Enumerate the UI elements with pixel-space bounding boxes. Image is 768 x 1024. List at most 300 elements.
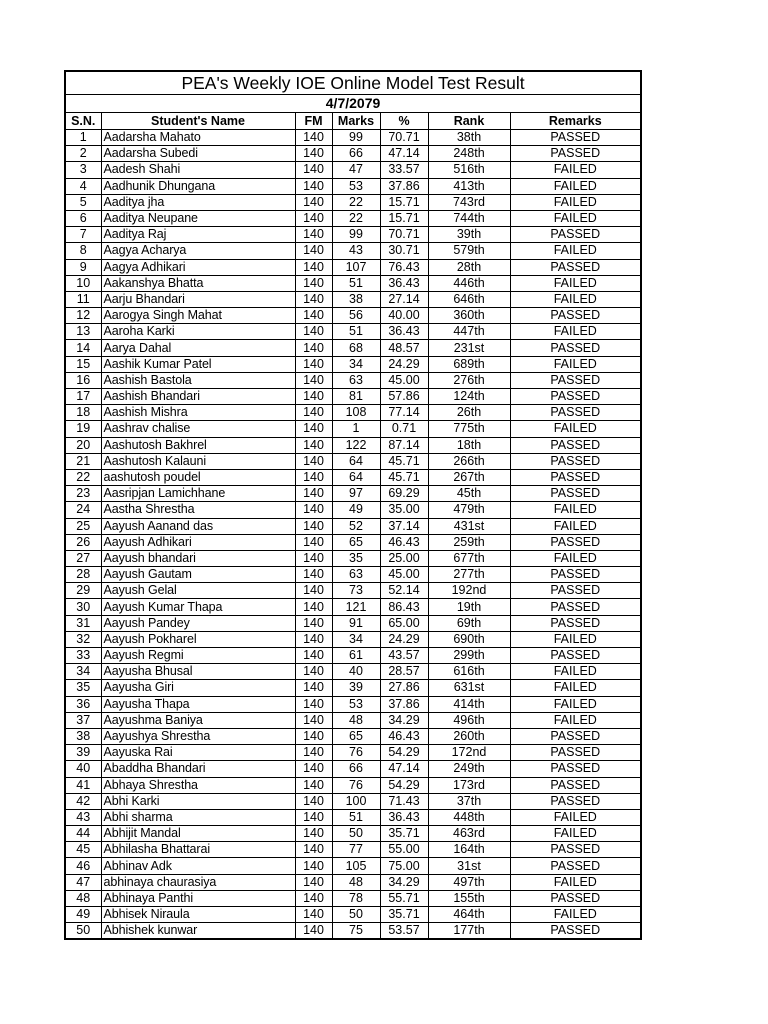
student-name-cell: Aaditya jha xyxy=(101,194,295,210)
remarks-cell: PASSED xyxy=(510,437,641,453)
marks-cell: 51 xyxy=(332,275,380,291)
remarks-cell: PASSED xyxy=(510,842,641,858)
full-marks-cell: 140 xyxy=(295,308,332,324)
remarks-cell: PASSED xyxy=(510,745,641,761)
table-row xyxy=(65,858,641,874)
full-marks-cell: 140 xyxy=(295,324,332,340)
full-marks-cell: 140 xyxy=(295,809,332,825)
marks-cell: 49 xyxy=(332,502,380,518)
rank-cell: 31st xyxy=(428,858,510,874)
student-name-cell: Aayusha Giri xyxy=(101,680,295,696)
percentage-cell: 0.71 xyxy=(380,421,428,437)
page-title: PEA's Weekly IOE Online Model Test Result xyxy=(65,71,641,95)
full-marks-cell: 140 xyxy=(295,907,332,923)
remarks-cell: PASSED xyxy=(510,308,641,324)
percentage-cell: 76.43 xyxy=(380,259,428,275)
student-name-cell: Aaditya Neupane xyxy=(101,210,295,226)
rank-cell: 414th xyxy=(428,696,510,712)
rank-cell: 26th xyxy=(428,405,510,421)
table-row xyxy=(65,421,641,437)
rank-cell: 631st xyxy=(428,680,510,696)
full-marks-cell: 140 xyxy=(295,534,332,550)
percentage-cell: 54.29 xyxy=(380,745,428,761)
percentage-cell: 24.29 xyxy=(380,631,428,647)
student-name-cell: Aadesh Shahi xyxy=(101,162,295,178)
full-marks-cell: 140 xyxy=(295,162,332,178)
percentage-cell: 35.71 xyxy=(380,907,428,923)
remarks-cell: PASSED xyxy=(510,583,641,599)
remarks-cell: FAILED xyxy=(510,631,641,647)
table-row xyxy=(65,648,641,664)
full-marks-cell: 140 xyxy=(295,356,332,372)
marks-cell: 64 xyxy=(332,453,380,469)
rank-cell: 124th xyxy=(428,389,510,405)
student-name-cell: Aastha Shrestha xyxy=(101,502,295,518)
percentage-cell: 35.00 xyxy=(380,502,428,518)
full-marks-cell: 140 xyxy=(295,826,332,842)
results-table xyxy=(64,70,642,940)
serial-number-cell: 2 xyxy=(65,146,101,162)
marks-cell: 75 xyxy=(332,923,380,940)
percentage-cell: 87.14 xyxy=(380,437,428,453)
full-marks-cell: 140 xyxy=(295,599,332,615)
student-name-cell: Aashutosh Kalauni xyxy=(101,453,295,469)
full-marks-cell: 140 xyxy=(295,583,332,599)
column-header-remarks: Remarks xyxy=(510,113,641,130)
serial-number-cell: 7 xyxy=(65,227,101,243)
remarks-cell: PASSED xyxy=(510,259,641,275)
remarks-cell: PASSED xyxy=(510,777,641,793)
rank-cell: 267th xyxy=(428,469,510,485)
marks-cell: 53 xyxy=(332,178,380,194)
serial-number-cell: 33 xyxy=(65,648,101,664)
serial-number-cell: 32 xyxy=(65,631,101,647)
marks-cell: 97 xyxy=(332,486,380,502)
full-marks-cell: 140 xyxy=(295,923,332,940)
remarks-cell: FAILED xyxy=(510,518,641,534)
full-marks-cell: 140 xyxy=(295,340,332,356)
rank-cell: 497th xyxy=(428,874,510,890)
serial-number-cell: 15 xyxy=(65,356,101,372)
remarks-cell: FAILED xyxy=(510,421,641,437)
full-marks-cell: 140 xyxy=(295,550,332,566)
serial-number-cell: 19 xyxy=(65,421,101,437)
percentage-cell: 43.57 xyxy=(380,648,428,664)
remarks-cell: PASSED xyxy=(510,534,641,550)
percentage-cell: 47.14 xyxy=(380,146,428,162)
remarks-cell: PASSED xyxy=(510,728,641,744)
full-marks-cell: 140 xyxy=(295,712,332,728)
marks-cell: 51 xyxy=(332,324,380,340)
percentage-cell: 33.57 xyxy=(380,162,428,178)
serial-number-cell: 44 xyxy=(65,826,101,842)
student-name-cell: Aayusha Bhusal xyxy=(101,664,295,680)
serial-number-cell: 23 xyxy=(65,486,101,502)
rank-cell: 448th xyxy=(428,809,510,825)
rank-cell: 276th xyxy=(428,372,510,388)
percentage-cell: 30.71 xyxy=(380,243,428,259)
serial-number-cell: 43 xyxy=(65,809,101,825)
student-name-cell: Aaroha Karki xyxy=(101,324,295,340)
rank-cell: 689th xyxy=(428,356,510,372)
percentage-cell: 37.14 xyxy=(380,518,428,534)
student-name-cell: Abhi Karki xyxy=(101,793,295,809)
percentage-cell: 36.43 xyxy=(380,275,428,291)
rank-cell: 690th xyxy=(428,631,510,647)
column-header-rank: Rank xyxy=(428,113,510,130)
rank-cell: 38th xyxy=(428,130,510,146)
remarks-cell: PASSED xyxy=(510,372,641,388)
rank-cell: 69th xyxy=(428,615,510,631)
remarks-cell: PASSED xyxy=(510,567,641,583)
student-name-cell: Aayush bhandari xyxy=(101,550,295,566)
percentage-cell: 46.43 xyxy=(380,534,428,550)
serial-number-cell: 29 xyxy=(65,583,101,599)
percentage-cell: 28.57 xyxy=(380,664,428,680)
remarks-cell: FAILED xyxy=(510,243,641,259)
serial-number-cell: 20 xyxy=(65,437,101,453)
table-row xyxy=(65,340,641,356)
table-row xyxy=(65,615,641,631)
rank-cell: 177th xyxy=(428,923,510,940)
student-name-cell: Aayusha Thapa xyxy=(101,696,295,712)
remarks-cell: FAILED xyxy=(510,291,641,307)
serial-number-cell: 46 xyxy=(65,858,101,874)
remarks-cell: PASSED xyxy=(510,599,641,615)
test-date: 4/7/2079 xyxy=(65,95,641,113)
full-marks-cell: 140 xyxy=(295,518,332,534)
result-sheet xyxy=(64,70,640,940)
serial-number-cell: 35 xyxy=(65,680,101,696)
rank-cell: 446th xyxy=(428,275,510,291)
full-marks-cell: 140 xyxy=(295,777,332,793)
column-header-fm: FM xyxy=(295,113,332,130)
student-name-cell: Aashik Kumar Patel xyxy=(101,356,295,372)
serial-number-cell: 9 xyxy=(65,259,101,275)
rank-cell: 464th xyxy=(428,907,510,923)
table-row xyxy=(65,583,641,599)
marks-cell: 56 xyxy=(332,308,380,324)
remarks-cell: FAILED xyxy=(510,664,641,680)
percentage-cell: 48.57 xyxy=(380,340,428,356)
remarks-cell: FAILED xyxy=(510,194,641,210)
full-marks-cell: 140 xyxy=(295,728,332,744)
serial-number-cell: 45 xyxy=(65,842,101,858)
table-row xyxy=(65,518,641,534)
table-row xyxy=(65,405,641,421)
remarks-cell: FAILED xyxy=(510,162,641,178)
serial-number-cell: 34 xyxy=(65,664,101,680)
percentage-cell: 75.00 xyxy=(380,858,428,874)
percentage-cell: 34.29 xyxy=(380,874,428,890)
marks-cell: 99 xyxy=(332,227,380,243)
table-row xyxy=(65,567,641,583)
rank-cell: 775th xyxy=(428,421,510,437)
marks-cell: 43 xyxy=(332,243,380,259)
marks-cell: 53 xyxy=(332,696,380,712)
serial-number-cell: 1 xyxy=(65,130,101,146)
percentage-cell: 45.71 xyxy=(380,453,428,469)
rank-cell: 360th xyxy=(428,308,510,324)
table-row xyxy=(65,680,641,696)
serial-number-cell: 31 xyxy=(65,615,101,631)
remarks-cell: FAILED xyxy=(510,178,641,194)
full-marks-cell: 140 xyxy=(295,664,332,680)
table-row xyxy=(65,259,641,275)
column-header-marks: Marks xyxy=(332,113,380,130)
student-name-cell: Aashrav chalise xyxy=(101,421,295,437)
serial-number-cell: 41 xyxy=(65,777,101,793)
rank-cell: 677th xyxy=(428,550,510,566)
table-row xyxy=(65,146,641,162)
student-name-cell: Aashish Mishra xyxy=(101,405,295,421)
table-row xyxy=(65,809,641,825)
table-row xyxy=(65,793,641,809)
rank-cell: 231st xyxy=(428,340,510,356)
marks-cell: 99 xyxy=(332,130,380,146)
percentage-cell: 65.00 xyxy=(380,615,428,631)
serial-number-cell: 18 xyxy=(65,405,101,421)
percentage-cell: 25.00 xyxy=(380,550,428,566)
student-name-cell: Abaddha Bhandari xyxy=(101,761,295,777)
remarks-cell: PASSED xyxy=(510,340,641,356)
rank-cell: 19th xyxy=(428,599,510,615)
full-marks-cell: 140 xyxy=(295,291,332,307)
student-name-cell: Aayush Kumar Thapa xyxy=(101,599,295,615)
full-marks-cell: 140 xyxy=(295,858,332,874)
student-name-cell: Abhishek kunwar xyxy=(101,923,295,940)
student-name-cell: Aasripjan Lamichhane xyxy=(101,486,295,502)
column-header-percent: % xyxy=(380,113,428,130)
rank-cell: 172nd xyxy=(428,745,510,761)
rank-cell: 516th xyxy=(428,162,510,178)
full-marks-cell: 140 xyxy=(295,615,332,631)
table-row xyxy=(65,130,641,146)
full-marks-cell: 140 xyxy=(295,372,332,388)
full-marks-cell: 140 xyxy=(295,874,332,890)
table-row xyxy=(65,923,641,940)
serial-number-cell: 16 xyxy=(65,372,101,388)
marks-cell: 66 xyxy=(332,146,380,162)
table-row xyxy=(65,696,641,712)
serial-number-cell: 14 xyxy=(65,340,101,356)
serial-number-cell: 12 xyxy=(65,308,101,324)
percentage-cell: 55.00 xyxy=(380,842,428,858)
student-name-cell: Aashutosh Bakhrel xyxy=(101,437,295,453)
rank-cell: 447th xyxy=(428,324,510,340)
full-marks-cell: 140 xyxy=(295,405,332,421)
percentage-cell: 77.14 xyxy=(380,405,428,421)
table-row xyxy=(65,389,641,405)
full-marks-cell: 140 xyxy=(295,146,332,162)
full-marks-cell: 140 xyxy=(295,275,332,291)
marks-cell: 64 xyxy=(332,469,380,485)
table-row xyxy=(65,534,641,550)
student-name-cell: Aagya Acharya xyxy=(101,243,295,259)
student-name-cell: Aagya Adhikari xyxy=(101,259,295,275)
student-name-cell: Aayush Gelal xyxy=(101,583,295,599)
marks-cell: 66 xyxy=(332,761,380,777)
marks-cell: 1 xyxy=(332,421,380,437)
rank-cell: 616th xyxy=(428,664,510,680)
full-marks-cell: 140 xyxy=(295,421,332,437)
marks-cell: 39 xyxy=(332,680,380,696)
serial-number-cell: 8 xyxy=(65,243,101,259)
student-name-cell: Aadhunik Dhungana xyxy=(101,178,295,194)
remarks-cell: PASSED xyxy=(510,146,641,162)
full-marks-cell: 140 xyxy=(295,631,332,647)
marks-cell: 121 xyxy=(332,599,380,615)
percentage-cell: 36.43 xyxy=(380,324,428,340)
percentage-cell: 55.71 xyxy=(380,890,428,906)
student-name-cell: Abhinaya Panthi xyxy=(101,890,295,906)
table-row xyxy=(65,745,641,761)
student-name-cell: Aayush Aanand das xyxy=(101,518,295,534)
table-row xyxy=(65,243,641,259)
remarks-cell: FAILED xyxy=(510,826,641,842)
percentage-cell: 15.71 xyxy=(380,210,428,226)
student-name-cell: Aayuska Rai xyxy=(101,745,295,761)
percentage-cell: 40.00 xyxy=(380,308,428,324)
table-row xyxy=(65,210,641,226)
percentage-cell: 37.86 xyxy=(380,696,428,712)
remarks-cell: PASSED xyxy=(510,389,641,405)
student-name-cell: Aadarsha Subedi xyxy=(101,146,295,162)
rank-cell: 413th xyxy=(428,178,510,194)
table-row xyxy=(65,599,641,615)
full-marks-cell: 140 xyxy=(295,210,332,226)
marks-cell: 34 xyxy=(332,356,380,372)
percentage-cell: 52.14 xyxy=(380,583,428,599)
full-marks-cell: 140 xyxy=(295,842,332,858)
remarks-cell: PASSED xyxy=(510,923,641,940)
rank-cell: 37th xyxy=(428,793,510,809)
serial-number-cell: 26 xyxy=(65,534,101,550)
remarks-cell: PASSED xyxy=(510,130,641,146)
student-name-cell: Aakanshya Bhatta xyxy=(101,275,295,291)
table-row xyxy=(65,486,641,502)
remarks-cell: PASSED xyxy=(510,615,641,631)
full-marks-cell: 140 xyxy=(295,890,332,906)
serial-number-cell: 13 xyxy=(65,324,101,340)
serial-number-cell: 49 xyxy=(65,907,101,923)
remarks-cell: PASSED xyxy=(510,761,641,777)
table-row xyxy=(65,453,641,469)
serial-number-cell: 47 xyxy=(65,874,101,890)
column-header-sn: S.N. xyxy=(65,113,101,130)
student-name-cell: Aashish Bastola xyxy=(101,372,295,388)
rank-cell: 431st xyxy=(428,518,510,534)
table-row xyxy=(65,227,641,243)
percentage-cell: 45.00 xyxy=(380,372,428,388)
marks-cell: 22 xyxy=(332,210,380,226)
table-row xyxy=(65,712,641,728)
percentage-cell: 34.29 xyxy=(380,712,428,728)
column-header-name: Student's Name xyxy=(101,113,295,130)
table-row xyxy=(65,162,641,178)
percentage-cell: 15.71 xyxy=(380,194,428,210)
table-row xyxy=(65,631,641,647)
full-marks-cell: 140 xyxy=(295,648,332,664)
marks-cell: 73 xyxy=(332,583,380,599)
full-marks-cell: 140 xyxy=(295,194,332,210)
marks-cell: 68 xyxy=(332,340,380,356)
percentage-cell: 54.29 xyxy=(380,777,428,793)
serial-number-cell: 21 xyxy=(65,453,101,469)
student-name-cell: Aaditya Raj xyxy=(101,227,295,243)
remarks-cell: FAILED xyxy=(510,874,641,890)
remarks-cell: PASSED xyxy=(510,793,641,809)
marks-cell: 38 xyxy=(332,291,380,307)
full-marks-cell: 140 xyxy=(295,793,332,809)
rank-cell: 45th xyxy=(428,486,510,502)
remarks-cell: PASSED xyxy=(510,227,641,243)
percentage-cell: 53.57 xyxy=(380,923,428,940)
remarks-cell: FAILED xyxy=(510,275,641,291)
full-marks-cell: 140 xyxy=(295,745,332,761)
serial-number-cell: 27 xyxy=(65,550,101,566)
marks-cell: 76 xyxy=(332,745,380,761)
marks-cell: 100 xyxy=(332,793,380,809)
serial-number-cell: 50 xyxy=(65,923,101,940)
marks-cell: 65 xyxy=(332,728,380,744)
student-name-cell: Abhisek Niraula xyxy=(101,907,295,923)
remarks-cell: FAILED xyxy=(510,680,641,696)
remarks-cell: PASSED xyxy=(510,453,641,469)
percentage-cell: 70.71 xyxy=(380,227,428,243)
serial-number-cell: 28 xyxy=(65,567,101,583)
rank-cell: 259th xyxy=(428,534,510,550)
marks-cell: 77 xyxy=(332,842,380,858)
rank-cell: 248th xyxy=(428,146,510,162)
student-name-cell: Aarya Dahal xyxy=(101,340,295,356)
table-row xyxy=(65,291,641,307)
marks-cell: 50 xyxy=(332,826,380,842)
rank-cell: 277th xyxy=(428,567,510,583)
rank-cell: 744th xyxy=(428,210,510,226)
table-row xyxy=(65,550,641,566)
table-row xyxy=(65,890,641,906)
rank-cell: 155th xyxy=(428,890,510,906)
full-marks-cell: 140 xyxy=(295,178,332,194)
percentage-cell: 27.86 xyxy=(380,680,428,696)
percentage-cell: 70.71 xyxy=(380,130,428,146)
rank-cell: 18th xyxy=(428,437,510,453)
percentage-cell: 24.29 xyxy=(380,356,428,372)
full-marks-cell: 140 xyxy=(295,680,332,696)
remarks-cell: PASSED xyxy=(510,890,641,906)
student-name-cell: Abhilasha Bhattarai xyxy=(101,842,295,858)
full-marks-cell: 140 xyxy=(295,567,332,583)
full-marks-cell: 140 xyxy=(295,696,332,712)
table-row xyxy=(65,761,641,777)
table-row xyxy=(65,874,641,890)
serial-number-cell: 36 xyxy=(65,696,101,712)
student-name-cell: Abhaya Shrestha xyxy=(101,777,295,793)
marks-cell: 48 xyxy=(332,712,380,728)
full-marks-cell: 140 xyxy=(295,502,332,518)
remarks-cell: FAILED xyxy=(510,550,641,566)
percentage-cell: 36.43 xyxy=(380,809,428,825)
serial-number-cell: 40 xyxy=(65,761,101,777)
table-row xyxy=(65,356,641,372)
serial-number-cell: 24 xyxy=(65,502,101,518)
marks-cell: 76 xyxy=(332,777,380,793)
student-name-cell: Aashish Bhandari xyxy=(101,389,295,405)
student-name-cell: Aayush Regmi xyxy=(101,648,295,664)
table-row xyxy=(65,324,641,340)
marks-cell: 91 xyxy=(332,615,380,631)
